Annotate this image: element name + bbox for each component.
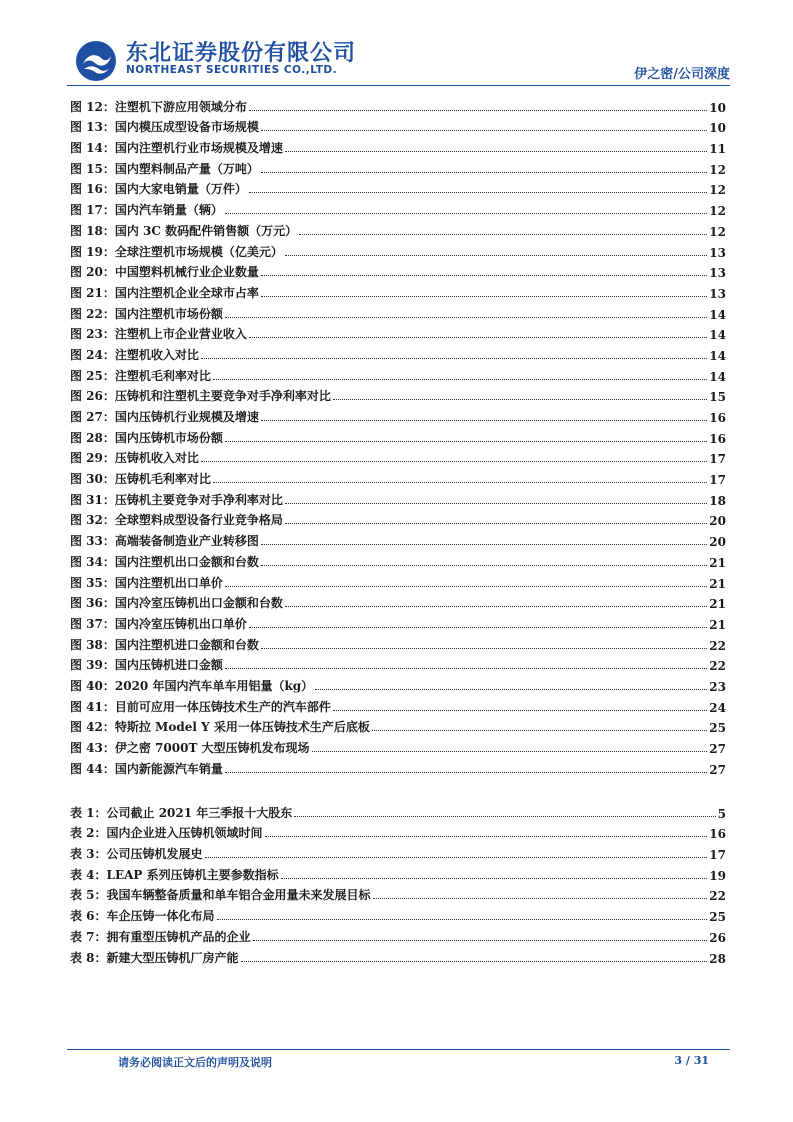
- figure-entry-label: 图 32：全球塑料成型设备行业竞争格局: [70, 513, 283, 528]
- figure-entry-label: 图 33：高端装备制造业产业转移图: [70, 534, 259, 549]
- dot-leader: [225, 441, 707, 442]
- figure-entry-label: 图 40：2020 年国内汽车单车用铝量（kg）: [70, 678, 314, 693]
- dot-leader: [285, 503, 707, 504]
- figure-entry-page: 13: [709, 266, 726, 281]
- figure-entry-label: 图 26：压铸机和注塑机主要竞争对手净利率对比: [70, 389, 331, 404]
- figure-entry-label: 图 13：国内模压成型设备市场规模: [70, 120, 259, 135]
- dot-leader: [281, 878, 708, 879]
- figure-entry-page: 15: [709, 390, 726, 405]
- figure-entry-label: 图 28：国内压铸机市场份额: [70, 430, 223, 445]
- figure-entry-label: 图 36：国内冷室压铸机出口金额和台数: [70, 596, 283, 611]
- dot-leader: [261, 275, 707, 276]
- table-entry[interactable]: [70, 945, 726, 966]
- figure-entry-label: 图 43：伊之密 7000T 大型压铸机发布现场: [70, 741, 310, 755]
- table-entry-page: 22: [709, 889, 726, 904]
- table-entry-page: 26: [709, 930, 726, 945]
- dot-leader: [205, 857, 708, 858]
- dot-leader: [217, 919, 708, 920]
- figure-entry-page: 12: [709, 204, 726, 219]
- figure-entry[interactable]: [70, 508, 726, 529]
- dot-leader: [285, 606, 707, 607]
- table-entry-label: 表 5：我国车辆整备质量和单车铝合金用量未来发展目标: [70, 888, 371, 903]
- figure-entry[interactable]: [70, 673, 726, 694]
- figure-entry[interactable]: [70, 260, 726, 281]
- figure-entry[interactable]: [70, 280, 726, 301]
- figure-entry[interactable]: [70, 135, 726, 156]
- figure-entry-label: 图 14：国内注塑机行业市场规模及增速: [70, 141, 283, 156]
- figure-entry-page: 22: [709, 659, 726, 674]
- figure-entry-page: 10: [709, 100, 726, 115]
- figure-entry-label: 图 29：压铸机收入对比: [70, 451, 199, 466]
- table-entry[interactable]: [70, 924, 726, 945]
- figure-entry-label: 图 21：国内注塑机企业全球市占率: [70, 285, 259, 300]
- figure-entry-page: 13: [709, 286, 726, 301]
- dot-leader: [201, 461, 707, 462]
- figure-entry[interactable]: [70, 322, 726, 343]
- footer-divider: [67, 1049, 730, 1050]
- dot-leader: [225, 317, 707, 318]
- figure-entry-page: 14: [709, 307, 726, 322]
- dot-leader: [253, 940, 708, 941]
- figure-entry[interactable]: [70, 632, 726, 653]
- table-entry-label: 表 7：拥有重型压铸机产品的企业: [70, 929, 251, 944]
- dot-leader: [261, 420, 707, 421]
- figure-entry-page: 20: [709, 535, 726, 550]
- figure-entry[interactable]: [70, 301, 726, 322]
- figure-entry-page: 21: [709, 576, 726, 591]
- figure-entry-label: 图 16：国内大家电销量（万件）: [70, 182, 247, 197]
- dot-leader: [315, 689, 707, 690]
- table-entry[interactable]: [70, 821, 726, 842]
- figure-entry-page: 23: [709, 679, 726, 694]
- figure-entry-page: 12: [709, 162, 726, 177]
- company-name-cn: 东北证券股份有限公司: [126, 41, 357, 66]
- figure-entry-page: 18: [709, 493, 726, 508]
- figure-entry[interactable]: [70, 342, 726, 363]
- table-entry[interactable]: [70, 800, 726, 821]
- figure-entry-page: 25: [709, 721, 726, 736]
- figure-entry[interactable]: [70, 528, 726, 549]
- figure-entry[interactable]: [70, 591, 726, 612]
- figure-entry[interactable]: [70, 487, 726, 508]
- table-entry-label: 表 2：国内企业进入压铸机领域时间: [70, 826, 263, 841]
- dot-leader: [225, 213, 707, 214]
- northeast-securities-logo-icon: [74, 39, 118, 83]
- figure-entry-page: 14: [709, 328, 726, 343]
- figure-entry-page: 21: [709, 617, 726, 632]
- table-entry-label: 表 4：LEAP 系列压铸机主要参数指标: [70, 867, 279, 882]
- figure-entry-page: 14: [709, 348, 726, 363]
- figure-entry-page: 14: [709, 369, 726, 384]
- figure-entry[interactable]: [70, 425, 726, 446]
- figure-entry-label: 图 42：特斯拉 Model Y 采用一体压铸技术生产后底板: [70, 720, 370, 735]
- figure-entry-label: 图 25：注塑机毛利率对比: [70, 368, 211, 383]
- figure-entry[interactable]: [70, 446, 726, 467]
- figure-entry-label: 图 15：国内塑料制品产量（万吨）: [70, 161, 259, 176]
- report-type: 伊之密/公司深度: [634, 67, 730, 82]
- dot-leader: [261, 130, 707, 131]
- figure-entry-label: 图 20：中国塑料机械行业企业数量: [70, 265, 259, 280]
- figure-entry[interactable]: [70, 715, 726, 736]
- dot-leader: [249, 192, 707, 193]
- figure-entry[interactable]: [70, 404, 726, 425]
- dot-leader: [241, 961, 708, 962]
- figure-index-list: [70, 94, 726, 777]
- table-entry[interactable]: [70, 903, 726, 924]
- table-entry-label: 表 3：公司压铸机发展史: [70, 847, 203, 862]
- figure-entry-page: 24: [709, 700, 726, 715]
- figure-entry-page: 17: [709, 452, 726, 467]
- figure-entry[interactable]: [70, 694, 726, 715]
- figure-entry[interactable]: [70, 570, 726, 591]
- figure-entry-label: 图 31：压铸机主要竞争对手净利率对比: [70, 492, 283, 507]
- dot-leader: [261, 648, 707, 649]
- dot-leader: [261, 565, 707, 566]
- figure-entry[interactable]: [70, 756, 726, 777]
- dot-leader: [261, 544, 707, 545]
- dot-leader: [225, 586, 707, 587]
- dot-leader: [249, 627, 707, 628]
- figure-entry-page: 12: [709, 183, 726, 198]
- table-entry-label: 表 6：车企压铸一体化布局: [70, 909, 215, 924]
- figure-entry[interactable]: [70, 735, 726, 756]
- figure-entry[interactable]: [70, 218, 726, 239]
- table-entry-page: 5: [717, 806, 726, 821]
- dot-leader: [261, 296, 707, 297]
- figure-entry-label: 图 27：国内压铸机行业规模及增速: [70, 410, 259, 424]
- figure-entry[interactable]: [70, 156, 726, 177]
- figure-entry[interactable]: [70, 115, 726, 136]
- table-entry[interactable]: [70, 841, 726, 862]
- figure-entry-page: 21: [709, 597, 726, 612]
- figure-entry-page: 27: [709, 762, 726, 777]
- dot-leader: [225, 772, 707, 773]
- dot-leader: [201, 358, 707, 359]
- figure-entry-label: 图 12：注塑机下游应用领域分布: [70, 99, 247, 114]
- dot-leader: [333, 710, 707, 711]
- page-number: 3 / 31: [674, 1054, 709, 1067]
- footer-disclaimer: 请务必阅读正文后的声明及说明: [118, 1056, 272, 1069]
- dot-leader: [213, 482, 707, 483]
- figure-entry-label: 图 35：国内注塑机出口单价: [70, 575, 223, 590]
- figure-entry[interactable]: [70, 94, 726, 115]
- dot-leader: [285, 151, 707, 152]
- figure-entry[interactable]: [70, 549, 726, 570]
- page-header: [0, 0, 793, 90]
- table-index-list: [70, 800, 726, 966]
- table-entry-page: 19: [709, 868, 726, 883]
- figure-entry-page: 21: [709, 555, 726, 570]
- figure-entry-page: 11: [709, 142, 726, 157]
- figure-entry-label: 图 34：国内注塑机出口金额和台数: [70, 554, 259, 569]
- figure-entry-label: 图 19：全球注塑机市场规模（亿美元）: [70, 244, 283, 259]
- table-entry-page: 28: [709, 951, 726, 966]
- figure-entry-page: 17: [709, 473, 726, 488]
- dot-leader: [373, 898, 708, 899]
- table-entry-page: 25: [709, 910, 726, 925]
- dot-leader: [249, 337, 707, 338]
- figure-entry[interactable]: [70, 466, 726, 487]
- figure-entry[interactable]: [70, 384, 726, 405]
- figure-entry-label: 图 23：注塑机上市企业营业收入: [70, 327, 247, 342]
- dot-leader: [225, 668, 707, 669]
- dot-leader: [261, 172, 707, 173]
- figure-entry-page: 16: [709, 411, 726, 425]
- figure-entry[interactable]: [70, 363, 726, 384]
- dot-leader: [372, 730, 707, 731]
- dot-leader: [285, 523, 707, 524]
- dot-leader: [333, 399, 707, 400]
- figure-entry-page: 10: [709, 121, 726, 136]
- figure-entry-label: 图 44：国内新能源汽车销量: [70, 761, 223, 776]
- dot-leader: [294, 816, 715, 817]
- figure-entry-label: 图 17：国内汽车销量（辆）: [70, 203, 223, 218]
- table-entry-page: 16: [709, 827, 726, 842]
- table-entry-label: 表 8：新建大型压铸机厂房产能: [70, 950, 239, 965]
- figure-entry-page: 16: [709, 431, 726, 446]
- header-divider: [67, 85, 730, 86]
- figure-entry[interactable]: [70, 653, 726, 674]
- figure-entry[interactable]: [70, 197, 726, 218]
- table-entry-page: 17: [709, 848, 726, 863]
- dot-leader: [312, 751, 708, 752]
- figure-entry[interactable]: [70, 177, 726, 198]
- figure-entry-label: 图 24：注塑机收入对比: [70, 347, 199, 362]
- figure-entry-label: 图 37：国内冷室压铸机出口单价: [70, 616, 247, 631]
- figure-entry[interactable]: [70, 239, 726, 260]
- figure-entry-label: 图 38：国内注塑机进口金额和台数: [70, 637, 259, 652]
- figure-entry-page: 20: [709, 514, 726, 529]
- dot-leader: [249, 110, 707, 111]
- company-name-en: NORTHEAST SECURITIES CO.,LTD.: [126, 64, 338, 76]
- figure-entry-label: 图 39：国内压铸机进口金额: [70, 658, 223, 673]
- figure-entry-label: 图 18：国内 3C 数码配件销售额（万元）: [70, 223, 298, 238]
- figure-entry-page: 27: [709, 742, 726, 756]
- figure-entry-label: 图 30：压铸机毛利率对比: [70, 472, 211, 487]
- figure-entry[interactable]: [70, 611, 726, 632]
- table-entry-label: 表 1：公司截止 2021 年三季报十大股东: [70, 805, 293, 820]
- figure-entry-label: 图 41：目前可应用一体压铸技术生产的汽车部件: [70, 699, 331, 714]
- figure-entry-page: 13: [709, 245, 726, 260]
- figure-entry-page: 12: [709, 224, 726, 239]
- table-entry[interactable]: [70, 862, 726, 883]
- figure-entry-page: 22: [709, 638, 726, 653]
- dot-leader: [285, 255, 707, 256]
- dot-leader: [213, 379, 707, 380]
- dot-leader: [299, 234, 707, 235]
- figure-entry-label: 图 22：国内注塑机市场份额: [70, 306, 223, 321]
- table-entry[interactable]: [70, 883, 726, 904]
- dot-leader: [265, 836, 708, 837]
